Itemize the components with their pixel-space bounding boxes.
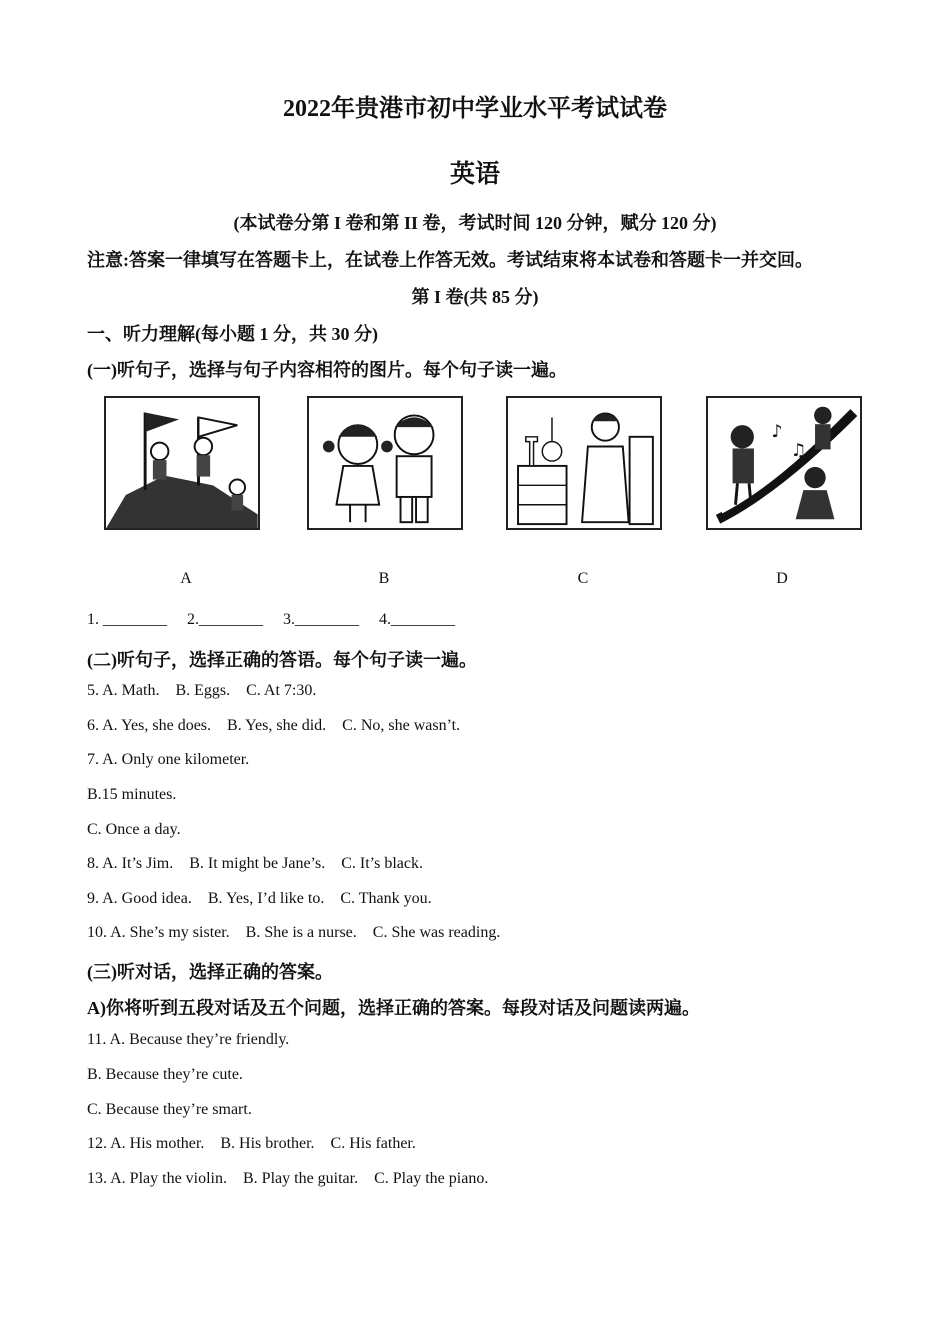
picture-c (506, 396, 662, 530)
subsection-1-heading: (一)听句子，选择与句子内容相符的图片。每个句子读一遍。 (87, 360, 567, 380)
notice-text: 注意:答案一律填写在答题卡上，在试卷上作答无效。考试结束将本试卷和答题卡一并交回。 (87, 250, 813, 270)
subject-title: 英语 (449, 161, 500, 188)
svg-text:♪: ♪ (771, 421, 783, 442)
question-7-option-b: B.15 minutes. (87, 786, 177, 803)
exam-info: (本试卷分第 I 卷和第 II 卷，考试时间 120 分钟，赋分 120 分) (233, 213, 717, 233)
question-10: 10. A. She’s my sister. B. She is a nurse. C. She was reading. (87, 924, 501, 941)
subsection-2-heading: (二)听句子，选择正确的答语。每个句子读一遍。 (87, 650, 477, 670)
question-9: 9. A. Good idea. B. Yes, I’d like to. C. Thank you. (87, 890, 432, 907)
scientist-lab-icon (508, 398, 660, 528)
flag-climbers-icon (106, 398, 258, 528)
page-title: 2022年贵港市初中学业水平考试试卷 (283, 96, 667, 122)
answer-blank-3[interactable]: 3.________ (283, 611, 359, 628)
picture-label-b: B (378, 570, 390, 587)
question-13: 13. A. Play the violin. B. Play the guitar. C. Play the piano. (87, 1170, 489, 1187)
music-performers-icon (708, 398, 860, 528)
question-11-option-c: C. Because they’re smart. (87, 1101, 252, 1118)
question-7-option-c: C. Once a day. (87, 821, 181, 838)
answer-blanks (87, 611, 471, 629)
svg-text:♫: ♫ (790, 441, 807, 462)
part-one-heading: 第 I 卷(共 85 分) (411, 287, 539, 307)
picture-label-d: D (776, 570, 788, 587)
answer-blank-2[interactable]: 2.________ (187, 611, 263, 628)
question-11-option-a: 11. A. Because they’re friendly. (87, 1031, 290, 1048)
section-heading: 一、听力理解(每小题 1 分，共 30 分) (87, 324, 378, 344)
question-5: 5. A. Math. B. Eggs. C. At 7:30. (87, 682, 317, 699)
picture-label-a: A (180, 570, 192, 587)
picture-b (307, 396, 463, 530)
picture-d (706, 396, 862, 530)
answer-blank-4[interactable]: 4.________ (379, 611, 455, 628)
question-6: 6. A. Yes, she does. B. Yes, she did. C. No, she wasn’t. (87, 717, 461, 734)
picture-a (104, 396, 260, 530)
question-12: 12. A. His mother. B. His brother. C. His father. (87, 1135, 416, 1152)
question-8: 8. A. It’s Jim. B. It might be Jane’s. C. It’s black. (87, 855, 423, 872)
subsection-3a-heading: A)你将听到五段对话及五个问题，选择正确的答案。每段对话及问题读两遍。 (87, 998, 700, 1018)
question-7-option-a: 7. A. Only one kilometer. (87, 751, 250, 768)
answer-blank-1[interactable]: 1. ________ (87, 611, 167, 628)
two-children-icon (309, 398, 461, 528)
subsection-3-heading: (三)听对话，选择正确的答案。 (87, 962, 333, 982)
picture-label-c: C (577, 570, 589, 587)
question-11-option-b: B. Because they’re cute. (87, 1066, 243, 1083)
